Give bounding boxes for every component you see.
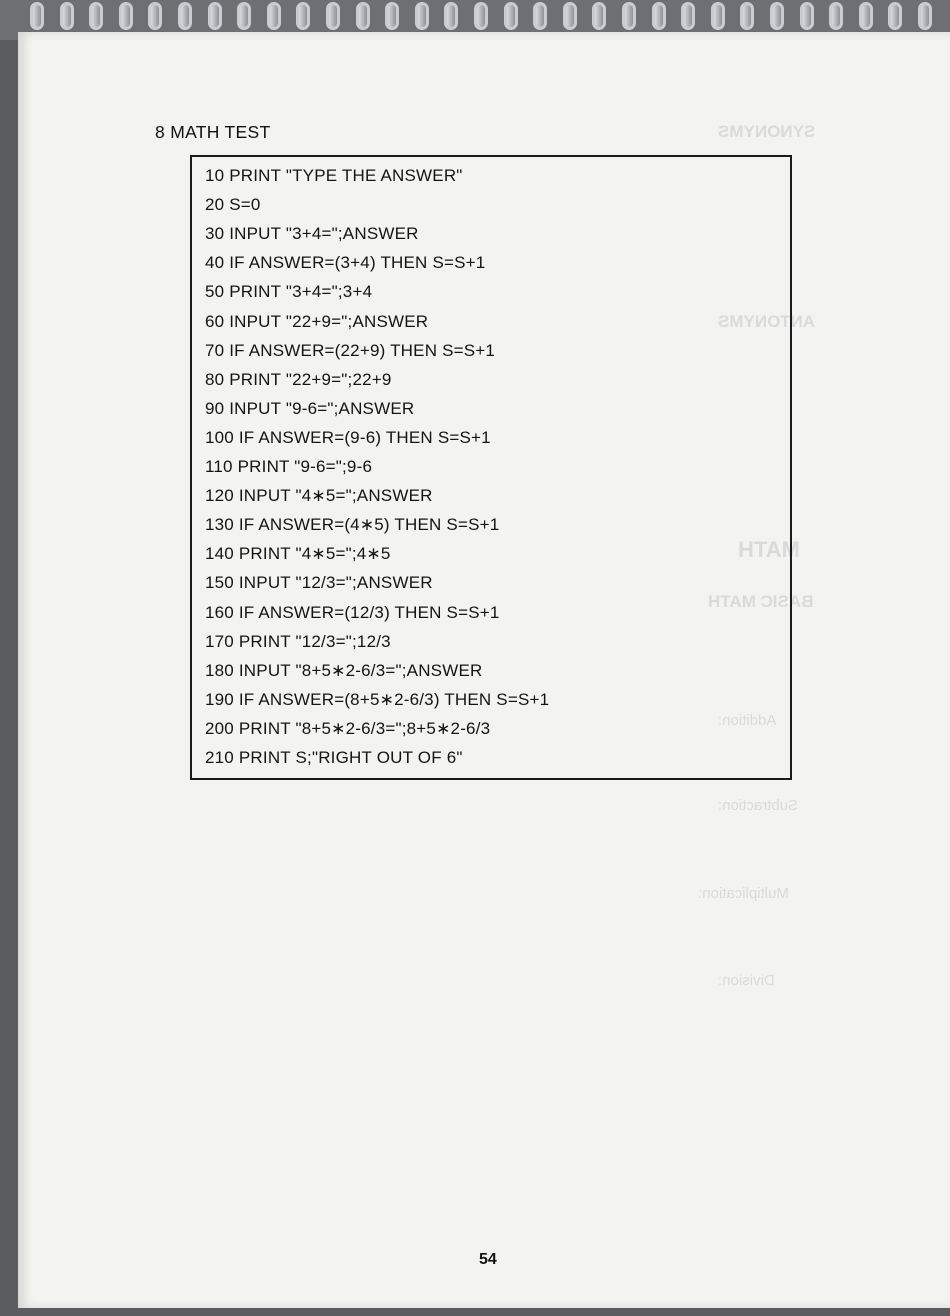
spiral-ring <box>178 2 192 30</box>
spiral-ring <box>208 2 222 30</box>
show-through-text: Subtraction: <box>718 797 799 814</box>
code-line: 120 INPUT "4∗5=";ANSWER <box>205 486 433 506</box>
spiral-ring <box>415 2 429 30</box>
code-line: 100 IF ANSWER=(9-6) THEN S=S+1 <box>205 427 491 447</box>
code-line: 170 PRINT "12/3=";12/3 <box>205 631 391 651</box>
spiral-ring <box>119 2 133 30</box>
spiral-ring <box>829 2 843 30</box>
spiral-ring <box>622 2 636 30</box>
code-line: 210 PRINT S;"RIGHT OUT OF 6" <box>205 748 463 767</box>
spiral-ring <box>859 2 873 30</box>
show-through-text: Addition: <box>718 712 777 729</box>
code-line: 110 PRINT "9-6=";9-6 <box>205 457 373 476</box>
code-line: 140 PRINT "4∗5=";4∗5 <box>205 544 391 564</box>
spiral-ring <box>533 2 547 30</box>
code-line: 190 IF ANSWER=(8+5∗2-6/3) THEN S=S+1 <box>205 689 550 709</box>
spiral-ring <box>770 2 784 30</box>
spiral-ring <box>356 2 370 30</box>
spiral-ring <box>592 2 606 30</box>
spiral-ring <box>326 2 340 30</box>
spiral-ring <box>296 2 310 30</box>
code-line: 80 PRINT "22+9=";22+9 <box>205 369 392 389</box>
code-line: 60 INPUT "22+9=";ANSWER <box>205 311 429 331</box>
spiral-ring <box>30 2 44 30</box>
show-through-text: BASIC MATH <box>708 592 814 611</box>
code-line: 20 S=0 <box>205 195 261 215</box>
show-through-text: Multiplication: <box>698 885 789 902</box>
spiral-ring <box>474 2 488 30</box>
code-line: 160 IF ANSWER=(12/3) THEN S=S+1 <box>205 602 500 622</box>
code-line: 200 PRINT "8+5∗2-6/3=";8+5∗2-6/3 <box>205 718 491 738</box>
spiral-ring <box>444 2 458 30</box>
spiral-ring <box>918 2 932 30</box>
spiral-ring <box>89 2 103 30</box>
spiral-ring <box>267 2 281 30</box>
spiral-ring <box>504 2 518 30</box>
code-line: 180 INPUT "8+5∗2-6/3=";ANSWER <box>205 660 483 680</box>
code-line: 40 IF ANSWER=(3+4) THEN S=S+1 <box>205 253 486 273</box>
spiral-ring <box>711 2 725 30</box>
spiral-ring <box>652 2 666 30</box>
code-line: 10 PRINT "TYPE THE ANSWER" <box>205 166 463 185</box>
section-heading: 8 MATH TEST <box>155 122 271 142</box>
spiral-ring <box>563 2 577 30</box>
spiral-ring <box>60 2 74 30</box>
show-through-text: MATH <box>738 537 800 562</box>
spiral-ring <box>148 2 162 30</box>
page-number: 54 <box>479 1251 497 1268</box>
code-line: 130 IF ANSWER=(4∗5) THEN S=S+1 <box>205 515 500 535</box>
spiral-ring <box>888 2 902 30</box>
spiral-ring <box>681 2 695 30</box>
spiral-ring <box>740 2 754 30</box>
show-through-text: SYNONYMS <box>718 122 816 141</box>
code-line: 150 INPUT "12/3=";ANSWER <box>205 573 433 593</box>
code-line: 70 IF ANSWER=(22+9) THEN S=S+1 <box>205 340 496 360</box>
spiral-ring <box>385 2 399 30</box>
show-through-text: Division: <box>718 972 775 989</box>
code-line: 50 PRINT "3+4=";3+4 <box>205 282 373 302</box>
code-line: 90 INPUT "9-6=";ANSWER <box>205 398 415 418</box>
show-through-text: ANTONYMS <box>718 312 815 331</box>
code-line: 30 INPUT "3+4=";ANSWER <box>205 224 419 244</box>
spiral-ring <box>237 2 251 30</box>
spiral-ring <box>800 2 814 30</box>
